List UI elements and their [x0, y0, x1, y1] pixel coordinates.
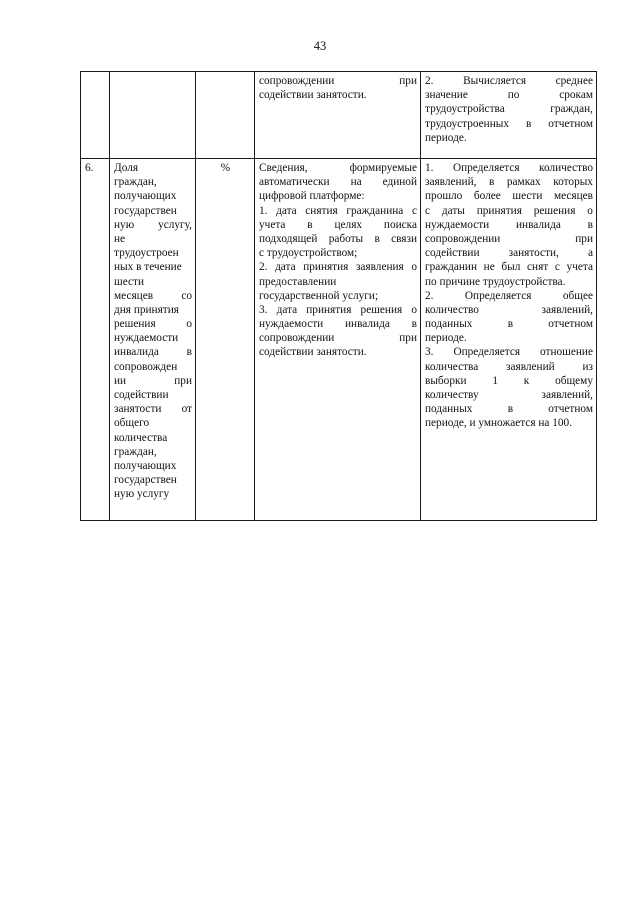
text-word: общему — [555, 374, 593, 387]
text-word: Сведения, — [259, 162, 308, 174]
text-word: решения — [114, 318, 156, 331]
indicator-number: 6. — [85, 162, 94, 174]
table-row — [81, 72, 597, 159]
text-line — [114, 388, 192, 402]
text-word: услугу, — [158, 218, 192, 231]
text-line — [425, 175, 593, 189]
text-word: Доля — [114, 162, 139, 174]
text-word: в — [525, 117, 532, 130]
text-word: при — [399, 332, 417, 345]
text-word: на — [350, 176, 362, 189]
text-line — [259, 275, 417, 289]
text-line — [425, 388, 593, 402]
text-line — [259, 260, 417, 274]
text-word: трудоустроен — [114, 247, 179, 260]
indicator-table — [80, 71, 597, 521]
text-word: рамках — [506, 176, 541, 189]
text-word: решения — [533, 204, 576, 217]
text-word: сопровождении — [259, 332, 335, 345]
text-word: при — [399, 75, 417, 87]
text-word: не — [483, 261, 495, 274]
row1-unit-cell — [196, 72, 255, 159]
text-word: к — [523, 374, 530, 387]
text-line — [425, 416, 593, 430]
text-word: связи — [391, 232, 417, 245]
page-number: 43 — [313, 39, 327, 53]
text-word: о — [186, 318, 192, 331]
text-line — [259, 189, 417, 203]
text-word: с — [554, 261, 560, 274]
text-word: сопровождении — [259, 75, 335, 87]
text-line — [259, 331, 417, 345]
text-word: общее — [562, 289, 593, 302]
text-word: 1. — [259, 204, 268, 217]
text-word: принятия — [303, 261, 349, 274]
text-line — [259, 175, 417, 189]
text-word: отчетном — [548, 318, 593, 331]
text-word: поданных — [425, 403, 473, 416]
text-word: 1 — [492, 374, 498, 387]
text-word: по — [507, 89, 520, 102]
text-line — [425, 204, 593, 218]
text-word: с — [425, 204, 431, 217]
row2-number-cell — [81, 159, 110, 521]
table-row — [81, 159, 597, 521]
text-word: содействии занятости. — [259, 89, 367, 102]
text-line — [114, 360, 192, 374]
text-word: 3. — [259, 303, 268, 316]
text-word: цифровой платформе: — [259, 190, 365, 203]
text-line — [114, 345, 192, 359]
text-word: снятия — [305, 204, 338, 217]
text-line — [259, 218, 417, 232]
text-word: о — [411, 303, 417, 316]
text-word: в — [489, 176, 495, 189]
text-line — [114, 246, 192, 260]
text-word: количества — [425, 360, 479, 373]
text-word: нуждаемости — [425, 218, 490, 231]
text-line — [425, 189, 593, 203]
text-word: в — [186, 346, 192, 359]
text-line — [259, 345, 417, 359]
text-word: сопровождении — [425, 232, 501, 245]
text-line — [425, 246, 593, 260]
text-line — [114, 317, 192, 331]
text-line — [114, 374, 192, 388]
text-word: дня принятия — [114, 303, 179, 316]
text-line — [259, 74, 417, 88]
text-word: государственной услуги; — [259, 289, 379, 302]
text-word: 3. — [425, 346, 434, 359]
text-word: граждан, — [114, 176, 157, 189]
text-word: инвалида — [516, 218, 561, 231]
text-line — [425, 289, 593, 303]
text-word: работы — [328, 232, 364, 245]
text-line — [425, 317, 593, 331]
text-word: из — [582, 360, 593, 373]
text-word: заявления — [355, 261, 404, 274]
row1-source-cell — [255, 72, 421, 159]
text-word: нуждаемости — [114, 332, 179, 345]
text-line — [425, 402, 593, 416]
text-line — [425, 88, 593, 102]
text-line — [425, 102, 593, 116]
text-word: поданных — [425, 318, 473, 331]
text-word: принятия — [476, 204, 522, 217]
text-word: решения — [360, 303, 403, 316]
text-line — [114, 303, 192, 317]
text-word: 2. — [259, 261, 268, 274]
text-word: периоде. — [425, 332, 467, 345]
text-line — [114, 260, 192, 274]
text-word: трудоустройства — [425, 103, 505, 116]
text-word: предоставлении — [259, 275, 337, 288]
text-word: государствен — [114, 474, 177, 487]
text-word: количества — [114, 431, 168, 444]
text-line — [425, 374, 593, 388]
text-line — [425, 218, 593, 232]
text-word: шести — [512, 190, 543, 203]
text-line — [259, 161, 417, 175]
text-word: подходящей — [259, 232, 318, 245]
text-line — [114, 175, 192, 189]
text-word: ную услугу — [114, 488, 170, 501]
unit-of-measure: % — [220, 162, 231, 174]
text-word: в — [307, 218, 313, 231]
text-line — [259, 204, 417, 218]
text-word: был — [501, 261, 521, 274]
text-word: периоде, и умножается на 100. — [425, 417, 573, 430]
text-word: заявлений — [506, 360, 555, 373]
text-word: учета — [259, 218, 286, 231]
text-word: с — [411, 204, 417, 217]
text-line — [114, 161, 192, 175]
text-word: ии — [114, 374, 127, 387]
text-word: заявлений, — [425, 176, 477, 189]
row2-name-cell — [110, 159, 196, 521]
text-line — [259, 303, 417, 317]
text-word: снят — [527, 261, 549, 274]
text-word: формируемые — [349, 162, 417, 174]
text-word: среднее — [555, 75, 593, 87]
text-word: количеству — [425, 389, 479, 401]
text-word: о — [411, 261, 417, 274]
text-word: получающих — [114, 190, 177, 203]
text-word: заявлений, — [541, 389, 593, 401]
text-word: государствен — [114, 204, 177, 217]
text-word: заявлений, — [541, 303, 593, 316]
text-word: нуждаемости — [259, 318, 324, 331]
text-line — [114, 275, 192, 289]
row2-method-cell — [421, 159, 597, 521]
text-line — [425, 360, 593, 374]
text-line — [425, 331, 593, 345]
text-word: а — [587, 247, 593, 260]
text-line — [259, 232, 417, 246]
text-word: содействии — [425, 247, 480, 260]
text-word: Определяется — [452, 162, 520, 174]
text-word: со — [181, 289, 192, 302]
text-word: шести — [114, 275, 144, 288]
text-line — [114, 289, 192, 303]
text-word: граждан, — [114, 445, 157, 458]
text-line — [114, 189, 192, 203]
text-word: при — [174, 374, 192, 387]
text-line — [259, 246, 417, 260]
text-word: месяцев — [553, 190, 593, 203]
text-word: получающих — [114, 459, 177, 472]
text-word: отчетном — [548, 403, 593, 416]
text-word: Определяется — [464, 289, 532, 302]
text-word: гражданин — [425, 261, 477, 274]
text-word: в — [507, 403, 514, 416]
text-word: содействии занятости. — [259, 346, 367, 359]
text-word: единой — [382, 176, 417, 189]
text-word: ных в течение — [114, 261, 182, 274]
text-line — [114, 331, 192, 345]
text-word: в — [374, 232, 380, 245]
text-line — [259, 289, 417, 303]
text-word: дата — [276, 204, 297, 217]
text-word: автоматически — [259, 176, 330, 189]
text-word: количество — [539, 162, 593, 174]
row1-number-cell — [81, 72, 110, 159]
text-word: с трудоустройством; — [259, 247, 358, 260]
text-line — [114, 416, 192, 430]
text-word: о — [587, 204, 593, 217]
text-word: сопровожден — [114, 360, 178, 373]
text-line — [114, 487, 192, 501]
text-word: при — [575, 232, 593, 245]
text-word: в — [411, 318, 417, 331]
text-word: от — [181, 403, 192, 416]
text-word: 1. — [425, 162, 434, 174]
row2-unit-cell — [196, 159, 255, 521]
text-word: дата — [275, 261, 296, 274]
text-line — [114, 218, 192, 232]
text-word: в — [587, 218, 593, 231]
text-line — [114, 459, 192, 473]
text-word: более — [473, 190, 501, 203]
text-word: целях — [334, 218, 363, 231]
text-line — [114, 431, 192, 445]
text-line — [425, 260, 593, 274]
text-word: выборки — [425, 374, 467, 387]
text-word: в — [507, 318, 514, 331]
text-line — [425, 131, 593, 145]
text-line — [114, 232, 192, 246]
text-word: отчетном — [548, 117, 593, 130]
text-line — [114, 402, 192, 416]
text-word: поиска — [383, 218, 417, 231]
text-line — [114, 204, 192, 218]
row1-method-cell — [421, 72, 597, 159]
text-word: срокам — [559, 89, 593, 102]
text-word: общего — [114, 417, 150, 430]
text-word: инвалида — [114, 346, 159, 359]
row1-name-cell — [110, 72, 196, 159]
text-word: которых — [553, 176, 593, 189]
text-line — [425, 117, 593, 131]
text-line — [425, 275, 593, 289]
text-word: содействии — [114, 389, 169, 401]
text-word: даты — [441, 204, 465, 217]
text-word: отношение — [540, 346, 593, 359]
text-line — [425, 303, 593, 317]
text-word: дата — [276, 303, 298, 316]
text-word: Вычисляется — [463, 75, 527, 87]
text-word: месяцев — [114, 289, 154, 302]
text-word: Определяется — [453, 346, 521, 359]
row2-source-cell — [255, 159, 421, 521]
text-word: гражданина — [346, 204, 404, 217]
text-word: ную — [114, 218, 135, 231]
text-word: количество — [425, 303, 479, 316]
text-word: учета — [566, 261, 593, 274]
text-word: прошло — [425, 190, 463, 203]
text-word: периоде. — [425, 131, 467, 144]
text-line — [425, 161, 593, 175]
text-word: 2. — [425, 289, 434, 302]
text-word: 2. — [425, 75, 434, 87]
text-line — [114, 445, 192, 459]
text-word: занятости — [114, 403, 162, 416]
text-word: по причине трудоустройства. — [425, 275, 566, 288]
text-word: трудоустроенных — [425, 117, 509, 130]
text-word: не — [114, 232, 126, 245]
text-word: значение — [425, 89, 468, 102]
text-line — [425, 74, 593, 88]
text-line — [259, 317, 417, 331]
text-word: инвалида — [345, 318, 390, 331]
text-line — [425, 345, 593, 359]
text-word: принятия — [306, 303, 352, 316]
text-word: занятости, — [508, 247, 559, 260]
text-line — [425, 232, 593, 246]
text-word: граждан, — [550, 103, 593, 116]
text-line — [114, 473, 192, 487]
text-line — [259, 88, 417, 102]
